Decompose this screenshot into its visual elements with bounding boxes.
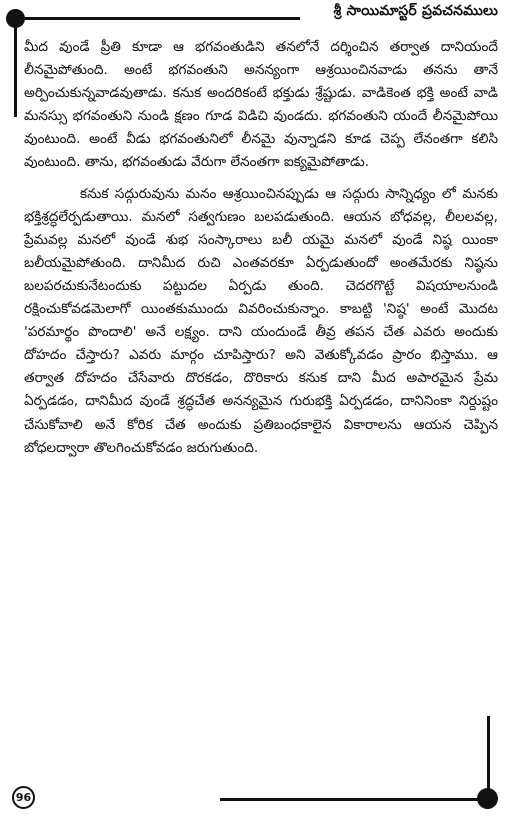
footer-ornament-dot: [477, 788, 498, 809]
left-margin-rule: [14, 17, 17, 117]
body-text: [24, 36, 498, 460]
running-title: శ్రీ సాయిమాస్టర్ ప్రవచనములు: [333, 3, 498, 19]
header-rule: [14, 17, 300, 20]
paragraph-1: మీద వుండే ప్రీతి కూడా ఆ భగవంతుడిని తనలోనే దర్శించిన తర్వాత దానియందే లీనమైపోతుంది. అంటే భగవంతుని అనన్యంగా ఆశ్రయించినవాడు తనను తానే అర్పించుకున్నవాడవుతాడు. కనుక అందరికంటే భక్తుడు శ్రేష్టుడు. వాడికెంత భక్తి అంటే వాడి మనస్సు భగవంతుని నుండి క్షణం గూడ విడిచి వుండదు. భగవంతుని యందే లీనమైపోయి వుంటుంది. అంటే వీడు భగవంతునిలో లీనమై వున్నాడని కూడ చెప్ప లేనంతగా కలిసి వుంటుంది. తాను, భగవంతుడు వేరుగా లేనంతగా ఐక్యమైపోతాడు.: [24, 39, 498, 171]
footer-rule: [220, 798, 488, 801]
paragraph-2: కనుక సద్గురువును మనం ఆశ్రయించినప్పుడు ఆ సద్గురు సాన్నిధ్యం లో మనకు భక్తిశ్రద్ధలేర్పడుతాయి. మనలో సత్వగుణం బలపడుతుంది. ఆయన బోధవల్ల, లీలలవల్ల, ప్రేమవల్ల మనలో వుండే శుభ సంస్కారాలు బలీ యమై మనలో వుండే నిష్ఠ యింకా బలీయమైపోతుంది. దానిమీద రుచి ఎంతవరకూ ఏర్పడుతుందో అంతమేరకు నిష్ఠను బలపరచుకునేటందుకు పట్టుదల ఏర్పడు తుంది. చెదరగొట్టే విషయాలనుండి రక్షించుకోవడమెలాగో యింతకుముందు వివరించుకున్నాం. కాబట్టి 'నిష్ఠ' అంటే మొదట 'పరమార్థం పొందాలి' అనే లక్ష్యం. దాని యందుండే తీవ్ర తపన చేత ఎవరు అందుకు దోహదం చేస్తారు? ఎవరు మార్గం చూపిస్తారు? అని వెతుక్కోవడం ప్రారం భిస్తాము. ఆ తర్వాత దోహదం చేసేవారు దొరకడం, దొరికారు కనుక దాని మీద అపారమైన ప్రేమ ఏర్పడడం, దానిమీద వుండే శ్రద్ధచేత అనన్యమైన గురుభక్తి ఏర్పడడం, దానినింకా నిర్దుష్టం చేసుకోవాలి అనే కోరిక చేత అందుకు ప్రతిబంధకాలైన వికారాలను ఆయన చెప్పిన బోధలద్వారా తొలగించుకోవడం జరుగుతుంది.: [24, 185, 498, 456]
page-number: 96: [12, 786, 35, 809]
